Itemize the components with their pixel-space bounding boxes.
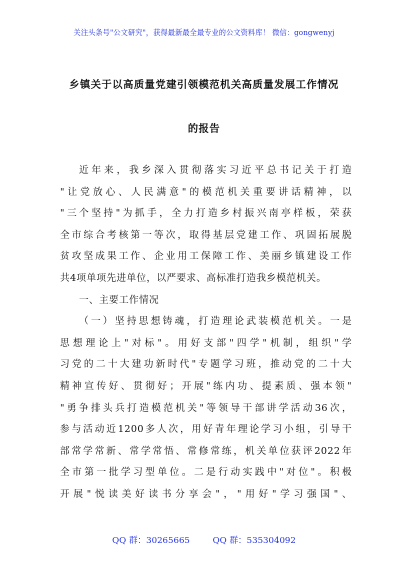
paragraph-line: 开展"悦读美好读书分享会"，"用好"学习强国"、	[60, 488, 352, 500]
paragraph-line: 思想理论上"对标"。用好支部"四学"机制，组织"学	[60, 337, 352, 349]
paragraph-line: 参与活动近1200多人次，用好青年理论学习小组，引导干	[60, 424, 352, 436]
paragraph-line: 精神宣传好、贯彻好；开展"练内功、提素质、强本领"	[60, 380, 352, 392]
paragraph-line: 部常学常新、常学常悟、常修常练，机关单位获评2022年	[60, 445, 352, 457]
document-title-line-1: 乡镇关于以高质量党建引领模范机关高质量发展工作情况	[69, 79, 339, 91]
header-banner: 关注头条号"公文研究"，获得最新最全最专业的公文资料库！ 微信：gongwenyj	[73, 28, 335, 37]
paragraph-line: 习党的二十大建功新时代"专题学习班，推动党的二十大	[60, 359, 352, 371]
paragraph-line: "让党放心、人民满意"的模范机关重要讲话精神，以	[60, 186, 352, 198]
footer	[0, 534, 408, 546]
document-body	[60, 160, 352, 506]
footer-qq-group-1: QQ 群：30265665	[112, 536, 190, 546]
paragraph-line: 全市综合考核第一等次，取得基层党建工作、巩固拓展脱	[60, 229, 352, 241]
paragraph-line: "三个坚持"为抓手，全力打造乡村振兴南亭样板，荣获	[60, 208, 352, 220]
paragraph-line: 全市第一批学习型单位。二是行动实践中"对位"。积极	[60, 467, 352, 479]
section-heading: 一、主要工作情况	[79, 294, 159, 306]
paragraph-line: 近年来，我乡深入贯彻落实习近平总书记关于打造	[79, 165, 352, 176]
footer-qq-group-2: QQ 群：535304092	[212, 536, 296, 546]
paragraph-line: 共4项单项先进单位，以严要求、高标准打造我乡模范机关。	[60, 272, 327, 284]
paragraph-line: 贫攻坚成果工作、企业用工保障工作、美丽乡镇建设工作	[60, 251, 352, 263]
paragraph-line: （一）坚持思想铸魂，打造理论武装模范机关。一是	[79, 316, 352, 328]
paragraph-line: "勇争排头兵打造模范机关"等领导干部讲学活动36次，	[60, 402, 352, 414]
document-title-line-2: 的报告	[187, 123, 221, 135]
